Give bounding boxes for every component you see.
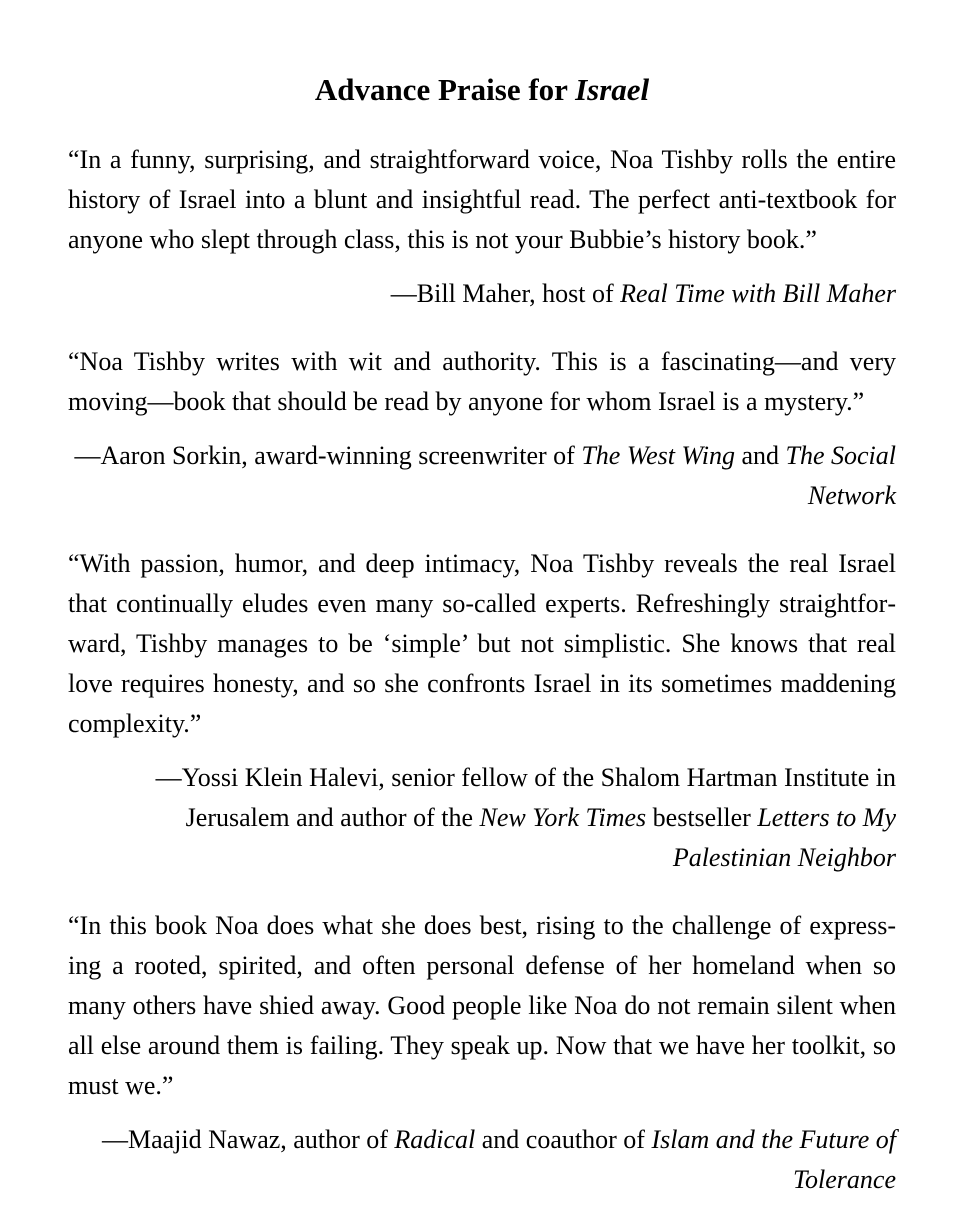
title-book-name: Israel bbox=[575, 72, 650, 107]
attribution-work-title: New York Times bbox=[479, 803, 647, 832]
praise-item-nawaz bbox=[68, 906, 896, 1200]
attribution-work-title: The Social Network bbox=[785, 441, 896, 510]
page-title bbox=[68, 70, 896, 110]
attribution-work-title: Letters to My Palestinian Neighbor bbox=[672, 803, 896, 872]
praise-attribution bbox=[68, 1120, 896, 1200]
praise-item-maher bbox=[68, 140, 896, 314]
attribution-work-title: Radical bbox=[394, 1125, 476, 1154]
attribution-text: bestseller bbox=[646, 803, 758, 832]
attribution-work-title: Real Time with Bill Maher bbox=[620, 279, 896, 308]
attribution-text: —Maajid Nawaz, author of bbox=[101, 1125, 395, 1154]
praise-quote: “In a funny, surprising, and straightforward voice, Noa Tishby rolls the entire history of Israel into a blunt and insightful read. The perfect anti-textbook for anyone who slept through class, this is not your Bubbie’s history book.” bbox=[68, 145, 896, 254]
attribution-text: —Bill Maher, host of bbox=[390, 279, 621, 308]
praise-attribution bbox=[68, 436, 896, 516]
attribution-text: and bbox=[734, 441, 786, 470]
praise-quote: “With passion, humor, and deep intimacy, Noa Tishby reveals the real Israel that continually eludes even many so-called experts. Refreshingly straightforward, Tishby manages to be ‘simple’ but not simplistic. She knows that real love requires honesty, and so she confronts Israel in its sometimes maddening complexity.” bbox=[68, 549, 896, 738]
attribution-work-title: The West Wing bbox=[581, 441, 735, 470]
praise-attribution bbox=[68, 274, 896, 314]
attribution-text: and coauthor of bbox=[475, 1125, 652, 1154]
praise-quote: “In this book Noa does what she does best, rising to the challenge of expressing a rooted, spirited, and often personal defense of her homeland when so many others have shied away. Good people like Noa do not remain silent when all else around them is failing. They speak up. Now that we have her toolkit, so must we.” bbox=[68, 911, 896, 1100]
praise-quote: “Noa Tishby writes with wit and authority. This is a fascinating—and very moving—book that should be read by anyone for whom Israel is a mystery.” bbox=[68, 347, 896, 416]
praise-item-sorkin bbox=[68, 342, 896, 516]
praise-attribution bbox=[68, 758, 896, 878]
attribution-work-title: Islam and the Future of Tolerance bbox=[651, 1125, 896, 1194]
title-prefix: Advance Praise for bbox=[314, 72, 576, 107]
attribution-text: —Yossi Klein Halevi, senior fellow of the Shalom Hartman Institute in Jerusalem and author of the bbox=[155, 763, 896, 832]
praise-item-halevi bbox=[68, 544, 896, 878]
attribution-text: —Aaron Sorkin, award-winning screenwriter of bbox=[74, 441, 582, 470]
